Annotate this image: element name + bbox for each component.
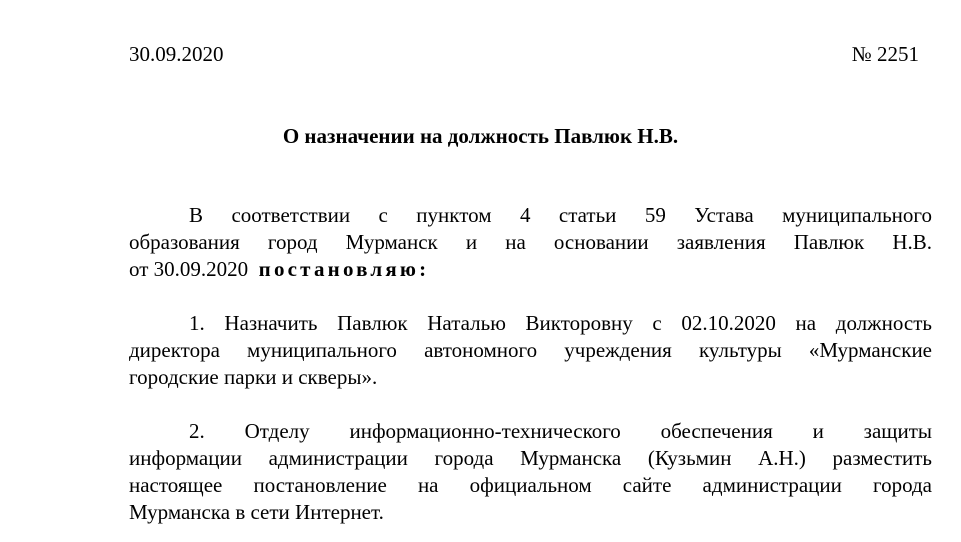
- item-1-line-2: директора муниципального автономного учреждения культуры «Мурманские: [129, 338, 932, 362]
- preamble-line-2: образования город Мурманск и на основании заявления Павлюк Н.В.: [129, 230, 932, 254]
- document-title: О назначении на должность Павлюк Н.В.: [282, 124, 679, 148]
- preamble-date: от 30.09.2020: [129, 257, 249, 281]
- preamble-paragraph: [129, 202, 932, 283]
- preamble-line-1: В соответствии с пунктом 4 статьи 59 Устава муниципального: [189, 203, 932, 227]
- item-2-line-4: Мурманска в сети Интернет.: [129, 500, 384, 524]
- item-1-paragraph: [129, 310, 932, 391]
- item-2-line-3: настоящее постановление на официальном сайте администрации города: [129, 473, 932, 497]
- item-2-line-1: 2. Отделу информационно-технического обеспечения и защиты: [189, 419, 932, 443]
- item-1-line-3: городские парки и скверы».: [129, 365, 378, 389]
- item-2-paragraph: [129, 418, 932, 526]
- decree-word: постановляю:: [258, 257, 430, 281]
- preamble-line-3: [129, 256, 932, 283]
- document-number: № 2251: [851, 42, 919, 66]
- item-2-line-2: информации администрации города Мурманска (Кузьмин А.Н.) разместить: [129, 446, 932, 470]
- document-date: 30.09.2020: [129, 42, 224, 66]
- item-1-line-1: 1. Назначить Павлюк Наталью Викторовну с 02.10.2020 на должность: [189, 311, 932, 335]
